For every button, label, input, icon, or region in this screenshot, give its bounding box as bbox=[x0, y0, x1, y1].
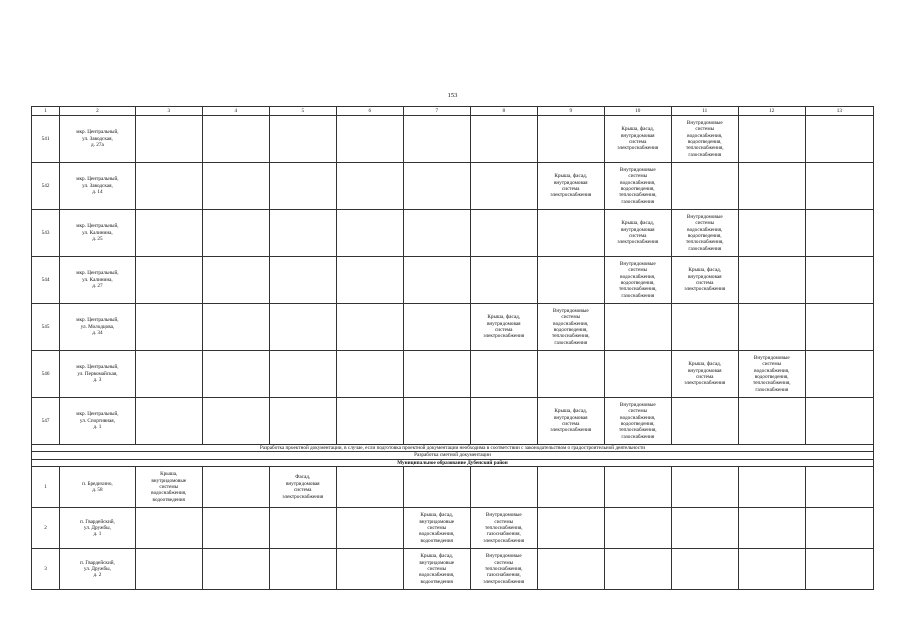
address-cell: п. Бредихино, д. 58 bbox=[60, 467, 136, 508]
cell bbox=[336, 351, 403, 398]
col-header: 7 bbox=[403, 107, 470, 116]
col-header: 12 bbox=[738, 107, 805, 116]
cell bbox=[537, 116, 604, 163]
cell bbox=[805, 508, 873, 549]
page-number: 153 bbox=[447, 92, 458, 99]
cell: Внутридомовые системы теплоснабжения, газоснабжения, электроснабжения bbox=[470, 508, 537, 549]
cell: Внутридомовые системы водоснабжения, водоотведения, теплоснабжения, газоснабжения bbox=[671, 210, 738, 257]
cell: Крыша, фасад, внутридомовая система электроснабжения bbox=[537, 163, 604, 210]
cell bbox=[805, 467, 873, 508]
cell bbox=[805, 304, 873, 351]
cell bbox=[202, 304, 269, 351]
cell bbox=[269, 210, 336, 257]
cell bbox=[269, 163, 336, 210]
cell bbox=[537, 549, 604, 590]
cell bbox=[135, 116, 202, 163]
cell bbox=[269, 508, 336, 549]
cell bbox=[202, 257, 269, 304]
col-header: 1 bbox=[32, 107, 60, 116]
row-number: 2 bbox=[32, 508, 60, 549]
cell bbox=[604, 351, 671, 398]
address-cell: мкр. Центральный, ул. Калинина, д. 25 bbox=[60, 210, 136, 257]
cell: Крыша, фасад, внутридомовые системы водоснабжения, водоотведения bbox=[403, 549, 470, 590]
cell bbox=[135, 398, 202, 445]
cell bbox=[336, 210, 403, 257]
cell: Крыша, фасад, внутридомовая система электроснабжения bbox=[470, 304, 537, 351]
address-cell: мкр. Центральный, ул. Спортивная, д. 1 bbox=[60, 398, 136, 445]
row-number: 541 bbox=[32, 116, 60, 163]
cell bbox=[269, 398, 336, 445]
cell bbox=[202, 398, 269, 445]
row-number: 3 bbox=[32, 549, 60, 590]
cell bbox=[604, 508, 671, 549]
row-number: 546 bbox=[32, 351, 60, 398]
cell bbox=[604, 304, 671, 351]
cell bbox=[805, 549, 873, 590]
cell bbox=[202, 210, 269, 257]
cell: Внутридомовые системы водоснабжения, водоотведения, теплоснабжения, газоснабжения bbox=[604, 398, 671, 445]
table-row bbox=[32, 257, 874, 304]
cell bbox=[470, 398, 537, 445]
cell bbox=[336, 467, 403, 508]
cell bbox=[738, 304, 805, 351]
cell bbox=[671, 163, 738, 210]
cell bbox=[470, 257, 537, 304]
cell bbox=[738, 398, 805, 445]
row-number: 547 bbox=[32, 398, 60, 445]
address-cell: мкр. Центральный, ул. Молодцова, д. 34 bbox=[60, 304, 136, 351]
cell bbox=[202, 508, 269, 549]
cell bbox=[336, 257, 403, 304]
cell bbox=[403, 304, 470, 351]
cell bbox=[671, 398, 738, 445]
cell: Крыша, фасад, внутридомовая система электроснабжения bbox=[671, 257, 738, 304]
cell bbox=[135, 163, 202, 210]
cell bbox=[202, 163, 269, 210]
section-title: Разработка проектной документации, в случае, если подготовка проектной документации необходима в соответствии с законодательством о градостроительной деятельности bbox=[32, 445, 874, 452]
section-band-project bbox=[32, 445, 874, 452]
address-cell: мкр. Центральный, ул. Заводская, д. 27а bbox=[60, 116, 136, 163]
cell bbox=[537, 508, 604, 549]
cell: Внутридомовые системы водоснабжения, водоотведения, теплоснабжения, газоснабжения bbox=[537, 304, 604, 351]
col-header: 13 bbox=[805, 107, 873, 116]
cell bbox=[604, 467, 671, 508]
section-title: Муниципальное образование Дубенский район bbox=[32, 459, 874, 466]
cell bbox=[805, 257, 873, 304]
cell bbox=[805, 398, 873, 445]
table-row bbox=[32, 398, 874, 445]
cell bbox=[269, 351, 336, 398]
cell: Внутридомовые системы теплоснабжения, газоснабжения, электроснабжения bbox=[470, 549, 537, 590]
cell bbox=[269, 549, 336, 590]
cell bbox=[738, 210, 805, 257]
cell bbox=[135, 549, 202, 590]
row-number: 545 bbox=[32, 304, 60, 351]
cell bbox=[805, 210, 873, 257]
capital-repair-table bbox=[31, 106, 874, 590]
cell bbox=[135, 257, 202, 304]
cell: Фасад, внутридомовая система электроснабжения bbox=[269, 467, 336, 508]
cell bbox=[470, 351, 537, 398]
table-row bbox=[32, 163, 874, 210]
address-cell: п. Гвардейский, ул. Дружбы, д. 2 bbox=[60, 549, 136, 590]
cell bbox=[403, 163, 470, 210]
address-cell: мкр. Центральный, ул. Калинина, д. 27 bbox=[60, 257, 136, 304]
cell bbox=[336, 163, 403, 210]
cell bbox=[604, 549, 671, 590]
address-cell: п. Гвардейский, ул. Дружбы, д. 1 bbox=[60, 508, 136, 549]
row-number: 544 bbox=[32, 257, 60, 304]
cell: Крыша, фасад, внутридомовая система электроснабжения bbox=[537, 398, 604, 445]
section-band-estimate bbox=[32, 452, 874, 459]
cell bbox=[738, 549, 805, 590]
address-cell: мкр. Центральный, ул. Первомайская, д. 3 bbox=[60, 351, 136, 398]
column-number-row bbox=[32, 107, 874, 116]
col-header: 2 bbox=[60, 107, 136, 116]
col-header: 4 bbox=[202, 107, 269, 116]
table-row bbox=[32, 467, 874, 508]
cell bbox=[537, 210, 604, 257]
row-number: 542 bbox=[32, 163, 60, 210]
cell bbox=[671, 304, 738, 351]
cell bbox=[269, 257, 336, 304]
cell bbox=[470, 116, 537, 163]
table-row bbox=[32, 351, 874, 398]
cell: Крыша, фасад, внутридомовая система электроснабжения bbox=[604, 210, 671, 257]
cell bbox=[403, 351, 470, 398]
cell bbox=[403, 467, 470, 508]
cell: Крыша, внутридомовые системы водоснабжения, водоотведения bbox=[135, 467, 202, 508]
cell bbox=[336, 398, 403, 445]
cell bbox=[738, 163, 805, 210]
cell bbox=[537, 257, 604, 304]
cell: Крыша, фасад, внутридомовая система электроснабжения bbox=[671, 351, 738, 398]
cell bbox=[336, 304, 403, 351]
table-row bbox=[32, 116, 874, 163]
cell bbox=[671, 508, 738, 549]
cell bbox=[671, 467, 738, 508]
cell: Крыша, фасад, внутридомовая система электроснабжения bbox=[604, 116, 671, 163]
cell bbox=[336, 508, 403, 549]
table-row bbox=[32, 304, 874, 351]
col-header: 9 bbox=[537, 107, 604, 116]
col-header: 11 bbox=[671, 107, 738, 116]
cell bbox=[336, 549, 403, 590]
address-cell: мкр. Центральный, ул. Заводская, д. 14 bbox=[60, 163, 136, 210]
cell bbox=[805, 351, 873, 398]
cell bbox=[135, 351, 202, 398]
cell bbox=[805, 116, 873, 163]
col-header: 10 bbox=[604, 107, 671, 116]
cell bbox=[403, 210, 470, 257]
cell: Крыша, фасад, внутридомовые системы водоснабжения, водоотведения bbox=[403, 508, 470, 549]
cell bbox=[470, 163, 537, 210]
cell bbox=[269, 116, 336, 163]
section-title: Разработка сметной документации bbox=[32, 452, 874, 459]
table-row bbox=[32, 549, 874, 590]
table-row bbox=[32, 508, 874, 549]
row-number: 1 bbox=[32, 467, 60, 508]
row-number: 543 bbox=[32, 210, 60, 257]
cell bbox=[202, 351, 269, 398]
cell: Внутридомовые системы водоснабжения, водоотведения, теплоснабжения, газоснабжения bbox=[671, 116, 738, 163]
col-header: 8 bbox=[470, 107, 537, 116]
cell: Внутридомовые системы водоснабжения, водоотведения, теплоснабжения, газоснабжения bbox=[738, 351, 805, 398]
cell bbox=[202, 549, 269, 590]
cell bbox=[470, 467, 537, 508]
cell bbox=[202, 467, 269, 508]
cell bbox=[537, 351, 604, 398]
cell bbox=[403, 116, 470, 163]
cell bbox=[135, 508, 202, 549]
cell bbox=[269, 304, 336, 351]
cell bbox=[470, 210, 537, 257]
cell: Внутридомовые системы водоснабжения, водоотведения, теплоснабжения, газоснабжения bbox=[604, 163, 671, 210]
cell bbox=[135, 210, 202, 257]
col-header: 5 bbox=[269, 107, 336, 116]
cell: Внутридомовые системы водоснабжения, водоотведения, теплоснабжения, газоснабжения bbox=[604, 257, 671, 304]
col-header: 6 bbox=[336, 107, 403, 116]
section-band-municipality bbox=[32, 459, 874, 466]
cell bbox=[403, 398, 470, 445]
cell bbox=[805, 163, 873, 210]
cell bbox=[738, 467, 805, 508]
cell bbox=[537, 467, 604, 508]
col-header: 3 bbox=[135, 107, 202, 116]
cell bbox=[135, 304, 202, 351]
cell bbox=[336, 116, 403, 163]
cell bbox=[738, 257, 805, 304]
cell bbox=[403, 257, 470, 304]
table-row bbox=[32, 210, 874, 257]
cell bbox=[671, 549, 738, 590]
cell bbox=[738, 116, 805, 163]
cell bbox=[738, 508, 805, 549]
cell bbox=[202, 116, 269, 163]
